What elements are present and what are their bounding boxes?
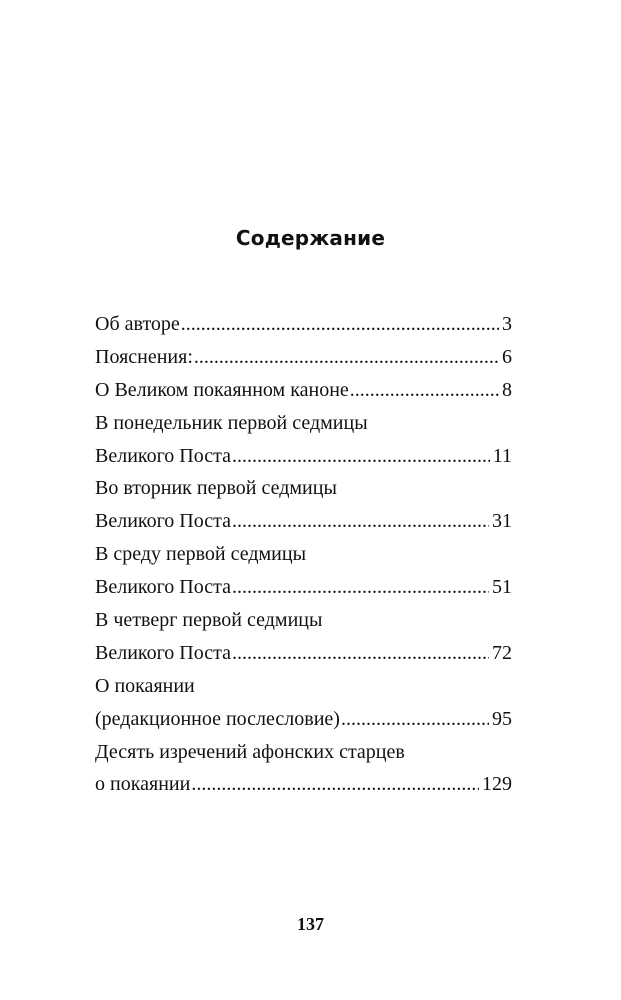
- toc-entry-line: [95, 472, 512, 505]
- toc-entry-title: Десять изречений афонских старцев: [95, 740, 405, 763]
- toc-entry-title-continued: Великого Поста: [95, 576, 231, 599]
- toc-leader-dots: [350, 374, 499, 407]
- toc-page-number: 129: [482, 773, 512, 796]
- toc-leader-dots: [232, 440, 490, 473]
- toc-page-number: 51: [492, 576, 512, 599]
- toc-entry-line: [95, 736, 512, 769]
- toc-leader-dots: [181, 308, 499, 341]
- toc-entry-title-continued: (редакционное послесловие): [95, 707, 340, 730]
- table-of-contents: [95, 308, 512, 801]
- toc-entry-title: Об авторе: [95, 313, 180, 335]
- toc-entry: [95, 703, 512, 736]
- toc-entry-title: Во вторник первой седмицы: [95, 477, 337, 500]
- toc-entry-title-continued: Великого Поста: [95, 444, 231, 467]
- toc-entry: [95, 308, 512, 341]
- toc-page-number: 6: [502, 345, 512, 368]
- toc-page-number: 31: [492, 510, 512, 533]
- toc-page-number: 72: [492, 641, 512, 664]
- toc-entry-title-continued: о покаянии: [95, 773, 191, 796]
- toc-leader-dots: [232, 571, 489, 604]
- toc-entry-line: [95, 538, 512, 571]
- toc-entry: [95, 341, 512, 374]
- toc-entry-line: [95, 670, 512, 703]
- toc-entry: [95, 571, 512, 604]
- toc-leader-dots: [341, 703, 489, 736]
- page-title: Содержание: [235, 226, 386, 250]
- toc-leader-dots: [194, 341, 499, 374]
- toc-entry-title-continued: Великого Поста: [95, 510, 231, 533]
- toc-page-number: 95: [492, 707, 512, 730]
- page-number: 137: [297, 914, 324, 934]
- toc-entry-title: О Великом покаянном каноне: [95, 378, 349, 401]
- toc-page-number: 8: [502, 378, 512, 401]
- toc-entry-title: В четверг первой седмицы: [95, 609, 323, 632]
- toc-entry-line: [95, 604, 512, 637]
- toc-page-number: 11: [492, 444, 512, 467]
- toc-entry-title: О покаянии: [95, 674, 195, 697]
- toc-entry-line: [95, 407, 512, 440]
- toc-leader-dots: [232, 637, 489, 670]
- toc-entry: [95, 505, 512, 538]
- toc-leader-dots: [232, 505, 489, 538]
- toc-entry-title: В среду первой седмицы: [95, 543, 307, 566]
- toc-entry-title-continued: Великого Поста: [95, 641, 231, 664]
- toc-entry-title: Пояснения:: [95, 345, 193, 368]
- toc-leader-dots: [191, 768, 479, 801]
- toc-entry: [95, 637, 512, 670]
- toc-entry: [95, 768, 512, 801]
- toc-entry-title: В понедельник первой седмицы: [95, 411, 368, 434]
- toc-entry: [95, 374, 512, 407]
- toc-entry: [95, 440, 512, 473]
- toc-page-number: 3: [502, 313, 512, 335]
